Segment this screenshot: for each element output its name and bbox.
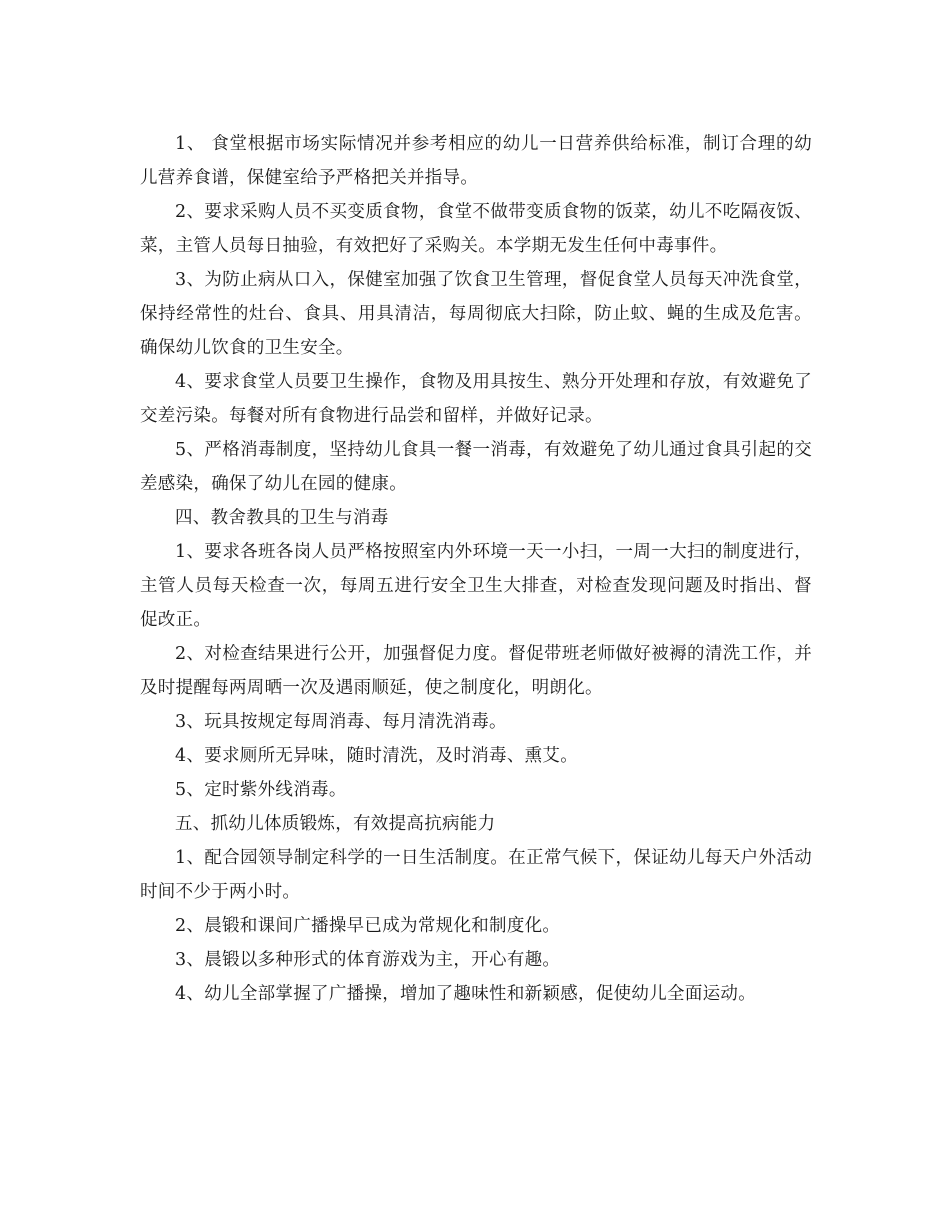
paragraph-10: 5、定时紫外线消毒。 bbox=[175, 780, 347, 800]
paragraph-9: 4、要求厕所无异味，随时清洗，及时消毒、熏艾。 bbox=[175, 746, 579, 766]
paragraph-7: 2、对检查结果进行公开，加强督促力度。督促带班老师做好被褥的清洗工作，并及时提醒每两周晒一次及遇雨顺延，使之制度化，明朗化。 bbox=[140, 644, 812, 698]
paragraph-11: 1、配合园领导制定科学的一日生活制度。在正常气候下，保证幼儿每天户外活动时间不少于两小时。 bbox=[140, 848, 812, 902]
paragraph-12: 2、晨锻和课间广播操早已成为常规化和制度化。 bbox=[175, 916, 561, 936]
paragraph-4: 4、要求食堂人员要卫生操作，食物及用具按生、熟分开处理和存放，有效避免了交差污染。每餐对所有食物进行品尝和留样，并做好记录。 bbox=[140, 372, 812, 426]
paragraph-14: 4、幼儿全部掌握了广播操，增加了趣味性和新颖感，促使幼儿全面运动。 bbox=[175, 984, 757, 1004]
paragraph-5: 5、严格消毒制度，坚持幼儿食具一餐一消毒，有效避免了幼儿通过食具引起的交差感染，确保了幼儿在园的健康。 bbox=[140, 440, 812, 494]
paragraph-2: 2、要求采购人员不买变质食物，食堂不做带变质食物的饭菜，幼儿不吃隔夜饭、菜，主管人员每日抽验，有效把好了采购关。本学期无发生任何中毒事件。 bbox=[140, 202, 812, 256]
paragraph-3: 3、为防止病从口入，保健室加强了饮食卫生管理，督促食堂人员每天冲洗食堂，保持经常性的灶台、食具、用具清洁，每周彻底大扫除，防止蚊、蝇的生成及危害。确保幼儿饮食的卫生安全。 bbox=[140, 270, 812, 358]
section-heading-4: 四、教舍教具的卫生与消毒 bbox=[175, 508, 389, 528]
paragraph-1: 1、 食堂根据市场实际情况并参考相应的幼儿一日营养供给标准，制订合理的幼儿营养食谱，保健室给予严格把关并指导。 bbox=[140, 134, 812, 188]
paragraph-13: 3、晨锻以多种形式的体育游戏为主，开心有趣。 bbox=[175, 950, 561, 970]
paragraph-8: 3、玩具按规定每周消毒、每月清洗消毒。 bbox=[175, 712, 507, 732]
paragraph-6: 1、要求各班各岗人员严格按照室内外环境一天一小扫，一周一大扫的制度进行，主管人员每天检查一次，每周五进行安全卫生大排查，对检查发现问题及时指出、督促改正。 bbox=[140, 542, 812, 630]
section-heading-5: 五、抓幼儿体质锻炼，有效提高抗病能力 bbox=[175, 814, 496, 834]
document-page bbox=[140, 127, 812, 1011]
